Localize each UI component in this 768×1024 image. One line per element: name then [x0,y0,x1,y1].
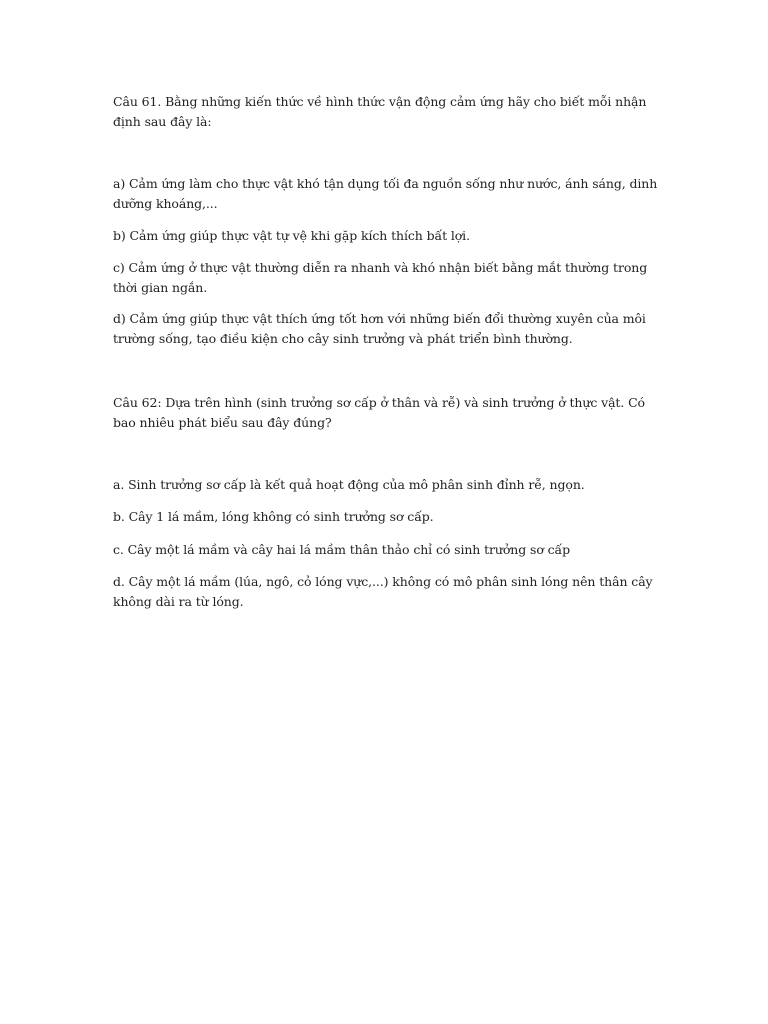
question-61-statement-b: b) Cảm ứng giúp thực vật tự vệ khi gặp kích thích bất lợi. [113,228,470,243]
question-61-statement-a: a) Cảm ứng làm cho thực vật khó tận dụng tối đa nguồn sống như nước, ánh sáng, dinh dưỡng khoáng,... [113,176,658,211]
question-62-statement-a: a. Sinh trưởng sơ cấp là kết quả hoạt động của mô phân sinh đỉnh rễ, ngọn. [113,477,585,492]
question-61-title: Câu 61. Bằng những kiến thức về hình thức vận động cảm ứng hãy cho biết mỗi nhận định sau đây là: [113,94,647,129]
question-62-statement-c: c. Cây một lá mầm và cây hai lá mầm thân thảo chỉ có sinh trưởng sơ cấp [113,542,571,557]
question-61-statement-d: d) Cảm ứng giúp thực vật thích ứng tốt hơn với những biến đổi thường xuyên của môi trường sống, tạo điều kiện cho cây sinh trưởng và phát triển bình thường. [113,311,646,346]
question-62-title: Câu 62: Dựa trên hình (sinh trưởng sơ cấp ở thân và rễ) và sinh trưởng ở thực vật. Có bao nhiêu phát biểu sau đây đúng? [113,395,645,430]
question-61-statement-c: c) Cảm ứng ở thực vật thường diễn ra nhanh và khó nhận biết bằng mắt thường trong thời gian ngắn. [113,260,648,295]
question-62-statement-b: b. Cây 1 lá mầm, lóng không có sinh trưởng sơ cấp. [113,509,434,524]
question-62-statement-d: d. Cây một lá mầm (lúa, ngô, cỏ lóng vực,...) không có mô phân sinh lóng nên thân cây không dài ra từ lóng. [113,574,653,609]
